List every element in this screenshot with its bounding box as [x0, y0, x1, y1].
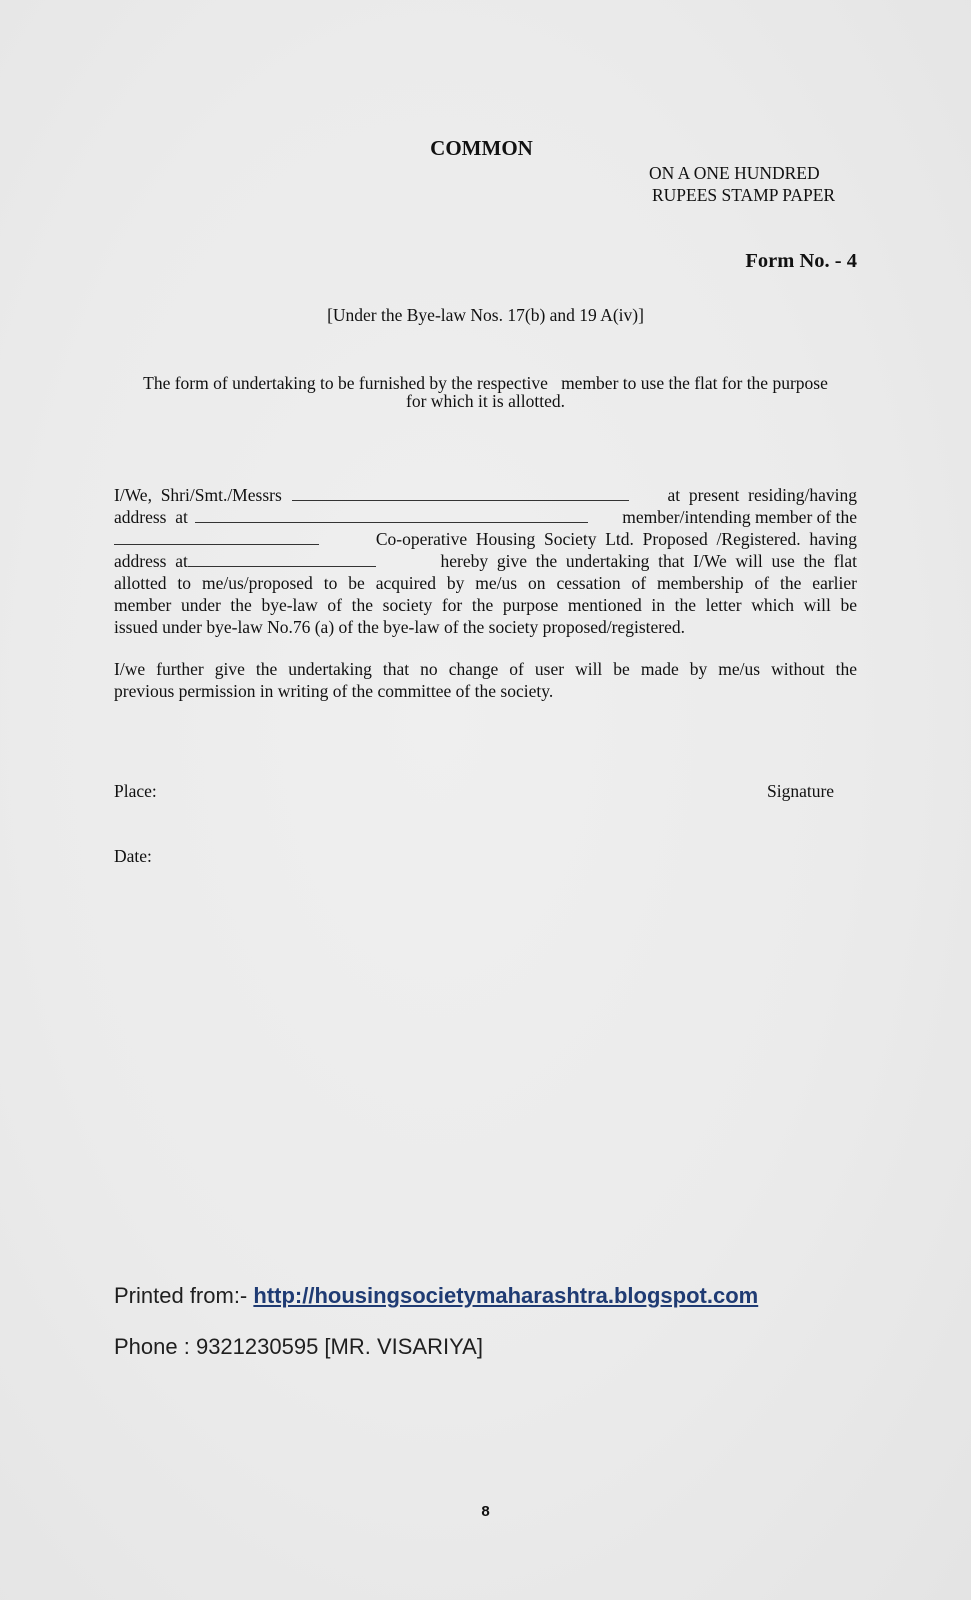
document-heading: COMMON: [430, 136, 533, 160]
printed-from-line: [114, 1283, 758, 1309]
date-label: Date:: [114, 846, 152, 866]
paragraph-line: issued under bye-law No.76 (a) of the bye-law of the society proposed/registered.: [114, 617, 685, 637]
stamp-paper-note: [649, 162, 835, 206]
society-address-blank-field[interactable]: [188, 550, 376, 567]
bye-law-reference: [Under the Bye-law Nos. 17(b) and 19 A(iv)]: [327, 305, 644, 325]
signature-label: Signature: [767, 781, 835, 801]
paragraph-line: [114, 484, 857, 506]
blog-link[interactable]: http://housingsocietymaharashtra.blogspot.com: [253, 1283, 759, 1308]
page-number: 8: [481, 1503, 490, 1520]
form-number: Form No. - 4: [745, 250, 857, 272]
purpose-line1: The form of undertaking to be furnished by the respective member to use the flat for the purpose: [143, 373, 828, 393]
undertaking-paragraph: [114, 484, 857, 638]
paragraph-line: [114, 550, 857, 572]
paragraph-line: [114, 506, 857, 528]
no-change-paragraph: [114, 658, 857, 702]
society-name-blank-field[interactable]: [114, 528, 319, 545]
paragraph-line: member under the bye-law of the society for the purpose mentioned in the letter which will be: [114, 595, 857, 615]
phone-line: Phone : 9321230595 [MR. VISARIYA]: [114, 1334, 483, 1359]
purpose-line2: for which it is allotted.: [406, 391, 565, 411]
form-purpose: [114, 374, 857, 410]
text-fragment: Co-operative Housing Society Ltd. Proposed /Registered. having: [375, 529, 857, 549]
paragraph-line: [114, 528, 857, 550]
printed-from-label: Printed from:-: [114, 1283, 254, 1308]
text-fragment: I/We, Shri/Smt./Messrs: [114, 485, 282, 505]
paragraph-line: previous permission in writing of the committee of the society.: [114, 681, 554, 701]
text-fragment: at present residing/having: [667, 485, 857, 505]
text-fragment: member/intending member of the: [622, 507, 857, 527]
text-fragment: hereby give the undertaking that I/We will use the flat: [436, 551, 857, 571]
text-fragment: address at: [114, 507, 188, 527]
place-label: Place:: [114, 781, 157, 801]
paragraph-line: allotted to me/us/proposed to be acquired by me/us on cessation of membership of the earlier: [114, 573, 857, 593]
name-blank-field[interactable]: [292, 484, 629, 501]
stamp-note-line1: ON A ONE HUNDRED: [649, 163, 820, 183]
address-blank-field[interactable]: [195, 506, 588, 523]
stamp-note-line2: RUPEES STAMP PAPER: [652, 185, 836, 205]
text-fragment: address at: [114, 551, 188, 571]
paragraph-line: I/we further give the undertaking that no change of user will be made by me/us without the: [114, 659, 857, 679]
